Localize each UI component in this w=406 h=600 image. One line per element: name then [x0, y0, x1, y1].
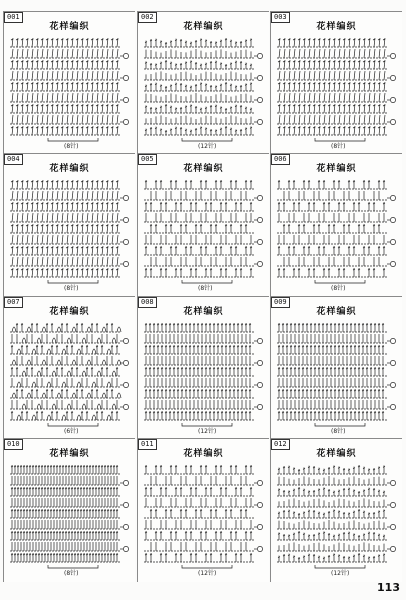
- pattern-number: 001: [4, 12, 23, 23]
- repeat-bracket: [182, 138, 232, 141]
- stitch-chart: [8, 32, 132, 154]
- stitch-grid: [10, 180, 129, 277]
- pattern-title: 花样编织: [316, 164, 357, 174]
- pattern-number: 006: [271, 154, 290, 165]
- pattern-cell-009: [270, 296, 402, 440]
- stitch-chart: [142, 459, 266, 581]
- stitch-chart: [8, 317, 132, 439]
- repeat-label: (12针): [198, 143, 217, 150]
- stitch-grid: [10, 38, 129, 135]
- stitch-chart: [142, 174, 266, 296]
- repeat-bracket: [182, 280, 232, 283]
- stitch-chart: [275, 317, 399, 439]
- stitch-grid: [144, 323, 263, 420]
- stitch-chart: [8, 174, 132, 296]
- stitch-grid: [277, 38, 396, 135]
- repeat-bracket: [48, 423, 98, 426]
- repeat-bracket: [48, 280, 98, 283]
- repeat-label: (8针): [331, 428, 346, 435]
- stitch-chart: [275, 174, 399, 296]
- repeat-label: (8针): [64, 285, 79, 292]
- repeat-bracket: [315, 138, 365, 141]
- repeat-label: (8针): [64, 570, 79, 577]
- pattern-cell-007: [3, 296, 135, 440]
- repeat-bracket: [315, 565, 365, 568]
- page-number: 113: [377, 581, 400, 594]
- pattern-cell-003: [270, 11, 402, 155]
- repeat-bracket: [48, 138, 98, 141]
- repeat-bracket: [315, 280, 365, 283]
- stitch-chart: [142, 317, 266, 439]
- repeat-label: (12针): [198, 570, 217, 577]
- repeat-bracket: [182, 565, 232, 568]
- stitch-grid: [144, 465, 263, 562]
- pattern-number: 003: [271, 12, 290, 23]
- pattern-cell-011: [137, 438, 269, 582]
- pattern-title: 花样编织: [49, 22, 90, 32]
- pattern-cell-012: [270, 438, 402, 582]
- repeat-label: (12针): [198, 428, 217, 435]
- pattern-cell-002: [137, 11, 269, 155]
- repeat-label: (8针): [198, 285, 213, 292]
- stitch-grid: [10, 465, 129, 562]
- pattern-number: 010: [4, 439, 23, 450]
- pattern-title: 花样编织: [183, 449, 224, 459]
- stitch-chart: [275, 459, 399, 581]
- repeat-label: (8针): [64, 143, 79, 150]
- repeat-label: (8针): [331, 285, 346, 292]
- pattern-cell-001: [3, 11, 135, 155]
- stitch-grid: [277, 323, 396, 420]
- pattern-cell-005: [137, 153, 269, 297]
- repeat-bracket: [182, 423, 232, 426]
- stitch-grid: [144, 180, 263, 277]
- pattern-cell-008: [137, 296, 269, 440]
- stitch-chart: [142, 32, 266, 154]
- pattern-title: 花样编织: [183, 164, 224, 174]
- pattern-title: 花样编织: [49, 449, 90, 459]
- pattern-number: 002: [138, 12, 157, 23]
- pattern-cell-010: [3, 438, 135, 582]
- repeat-label: (8针): [331, 143, 346, 150]
- pattern-number: 009: [271, 297, 290, 308]
- stitch-grid: [10, 323, 129, 420]
- pattern-cell-006: [270, 153, 402, 297]
- stitch-grid: [144, 38, 263, 135]
- pattern-number: 012: [271, 439, 290, 450]
- pattern-title: 花样编织: [316, 307, 357, 317]
- pattern-cell-004: [3, 153, 135, 297]
- pattern-title: 花样编织: [316, 449, 357, 459]
- repeat-bracket: [48, 565, 98, 568]
- pattern-title: 花样编织: [49, 307, 90, 317]
- pattern-title: 花样编织: [316, 22, 357, 32]
- pattern-number: 011: [138, 439, 157, 450]
- pattern-title: 花样编织: [49, 164, 90, 174]
- pattern-title: 花样编织: [183, 22, 224, 32]
- pattern-number: 008: [138, 297, 157, 308]
- pattern-title: 花样编织: [183, 307, 224, 317]
- pattern-number: 004: [4, 154, 23, 165]
- pattern-number: 007: [4, 297, 23, 308]
- stitch-grid: [277, 180, 396, 277]
- stitch-grid: [277, 465, 396, 562]
- pattern-number: 005: [138, 154, 157, 165]
- repeat-bracket: [315, 423, 365, 426]
- repeat-label: (12针): [331, 570, 350, 577]
- stitch-chart: [8, 459, 132, 581]
- repeat-label: (6针): [64, 428, 79, 435]
- stitch-chart: [275, 32, 399, 154]
